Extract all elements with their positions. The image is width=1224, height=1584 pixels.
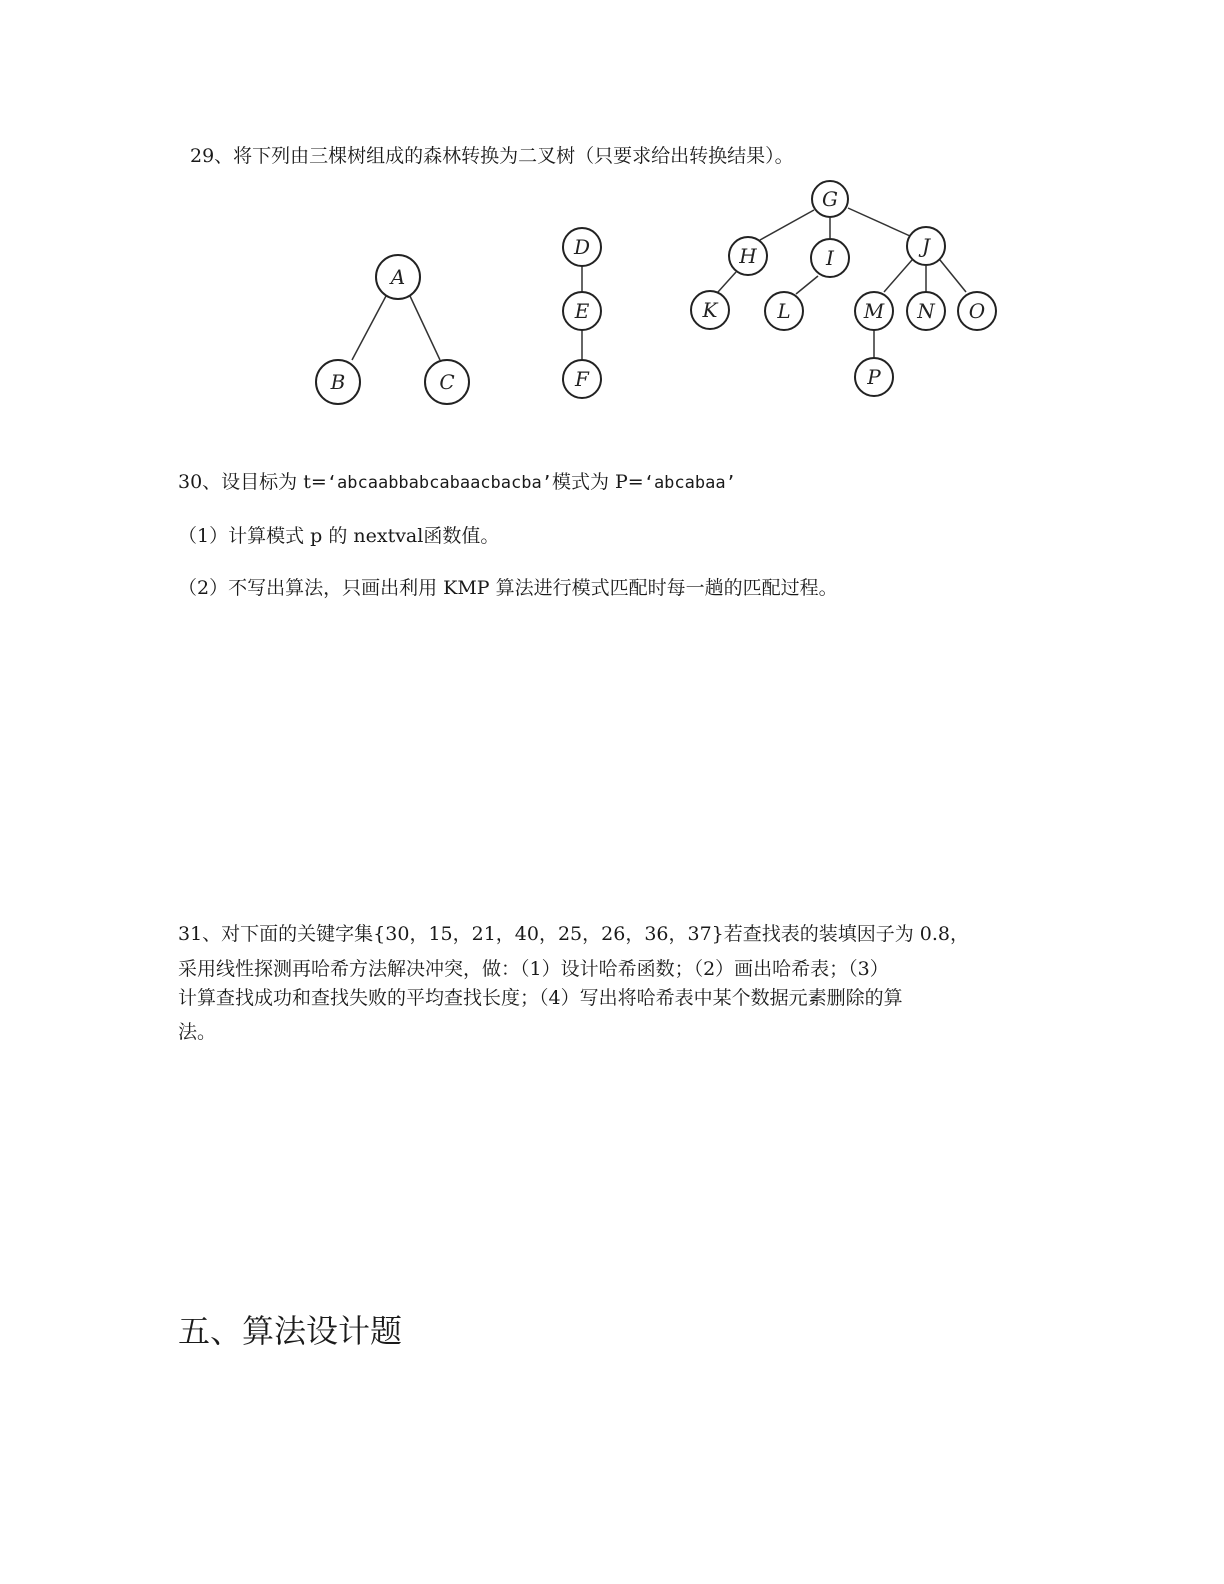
svg-text:M: M <box>863 299 885 323</box>
svg-text:O: O <box>968 299 986 323</box>
q30-mid: 模式为 P= <box>551 471 644 493</box>
svg-text:E: E <box>574 299 590 323</box>
section5-title: 五、算法设计题 <box>178 1312 403 1350</box>
q31-line1: 31、对下面的关键字集{30，15，21，40，25，26，36，37}若查找表的装填因子为 0.8， <box>178 923 970 945</box>
q30-pattern-string: ‘abcabaa’ <box>643 473 736 493</box>
node-E <box>563 292 601 330</box>
svg-text:A: A <box>390 265 406 289</box>
q30-line1 <box>178 470 736 495</box>
q31-line3: 计算查找成功和查找失败的平均查找长度；（4）写出将哈希表中某个数据元素删除的算 <box>178 987 903 1009</box>
q31-line2: 采用线性探测再哈希方法解决冲突，做：（1）设计哈希函数；（2）画出哈希表；（3） <box>178 958 889 980</box>
edge-J-O <box>940 260 966 292</box>
node-C <box>425 360 469 404</box>
svg-text:C: C <box>439 370 455 394</box>
node-K <box>691 291 729 329</box>
node-O <box>958 292 996 330</box>
node-J <box>907 227 945 265</box>
edge-A-C <box>410 296 440 360</box>
svg-text:L: L <box>777 299 791 323</box>
svg-text:B: B <box>330 370 346 394</box>
edge-J-M <box>884 260 912 292</box>
node-M <box>855 292 893 330</box>
node-N <box>907 292 945 330</box>
svg-text:G: G <box>822 187 838 211</box>
q30-prefix: 30、设目标为 t= <box>178 471 327 493</box>
edge-G-J <box>848 208 910 236</box>
svg-text:K: K <box>702 298 718 322</box>
svg-text:F: F <box>575 367 589 391</box>
svg-text:D: D <box>573 235 591 259</box>
edge-H-K <box>718 272 736 292</box>
forest-diagram <box>0 0 1224 420</box>
node-P <box>855 358 893 396</box>
node-I <box>811 239 849 277</box>
edge-A-B <box>352 296 386 360</box>
q30-target-string: ‘abcaabbabcabaacbacba’ <box>326 473 552 493</box>
svg-text:J: J <box>921 234 931 258</box>
node-A <box>376 255 420 299</box>
node-H <box>729 237 767 275</box>
node-G <box>812 181 848 217</box>
node-L <box>765 292 803 330</box>
node-B <box>316 360 360 404</box>
q30-sub2: （2）不写出算法，只画出利用 KMP 算法进行模式匹配时每一趟的匹配过程。 <box>178 577 838 599</box>
node-F <box>563 360 601 398</box>
q29-text: 29、将下列由三棵树组成的森林转换为二叉树（只要求给出转换结果）。 <box>190 145 794 167</box>
edge-G-H <box>760 210 814 240</box>
q31-line4: 法。 <box>178 1021 217 1043</box>
node-D <box>563 228 601 266</box>
svg-text:N: N <box>917 299 935 323</box>
svg-text:H: H <box>739 244 757 268</box>
svg-text:P: P <box>867 365 881 389</box>
edge-I-L <box>796 276 818 294</box>
svg-text:I: I <box>826 246 834 270</box>
q30-sub1: （1）计算模式 p 的 nextval函数值。 <box>178 525 500 547</box>
